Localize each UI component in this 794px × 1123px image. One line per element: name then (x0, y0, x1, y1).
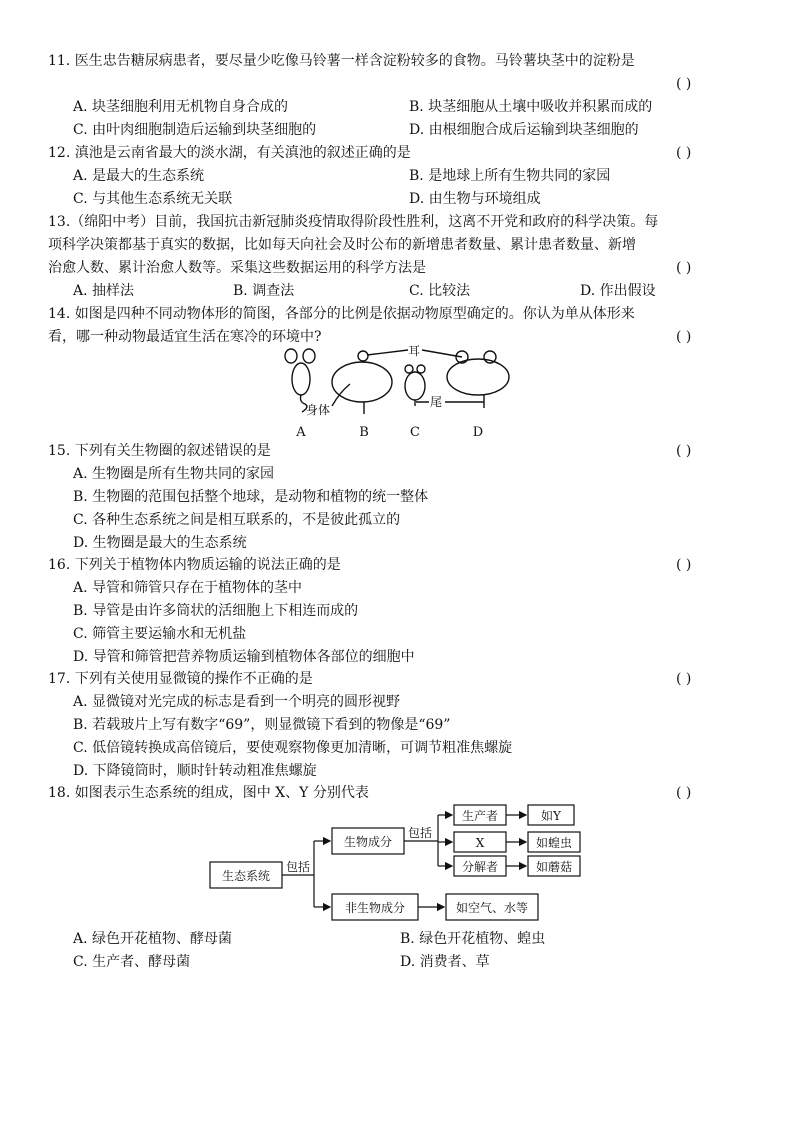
label-c: C (410, 425, 420, 440)
q11-option-c: C. 由叶肉细胞制造后运输到块茎细胞的 (73, 122, 317, 138)
q11-stem: 11. 医生忠告糖尿病患者，要尽量少吃像马铃薯一样含淀粉较多的食物。马铃薯块茎中的淀粉是 (48, 53, 635, 69)
q13-option-d: D. 作出假设 (580, 283, 656, 299)
q18-stem: 18. 如图表示生态系统的组成，图中 X、Y 分别代表 (48, 785, 369, 801)
text-abiotic: 非生物成分 (344, 901, 406, 915)
q18-option-c: C. 生产者、酵母菌 (73, 954, 191, 970)
q17-option-d: D. 下降镜筒时，顺时针转动粗准焦螺旋 (73, 763, 317, 779)
label-body: 身体 (306, 403, 331, 417)
animal-a-body (292, 363, 310, 395)
q12-option-b: B. 是地球上所有生物共同的家园 (409, 168, 611, 184)
q15-stem: 15. 下列有关生物圈的叙述错误的是 (48, 443, 271, 459)
animal-c-ear-left (405, 365, 413, 373)
q16-option-b: B. 导管是由许多筒状的活细胞上下相连而成的 (73, 603, 359, 619)
text-ex-locust: 如蝗虫 (535, 836, 573, 850)
q11-answer-blank[interactable]: ( ) (676, 76, 692, 92)
q15-answer-blank[interactable]: ( ) (676, 443, 692, 459)
q13-option-c: C. 比较法 (409, 283, 471, 299)
text-producer: 生产者 (461, 809, 499, 823)
body-leader-line (332, 384, 350, 406)
animal-b-ear (358, 351, 368, 361)
text-ex-air: 如空气、水等 (455, 901, 529, 915)
q12-option-d: D. 由生物与环境组成 (409, 191, 541, 207)
q16-option-c: C. 筛管主要运输水和无机盐 (73, 626, 247, 642)
label-d: D (472, 425, 484, 440)
text-biotic: 生物成分 (343, 835, 393, 849)
q11-option-b: B. 块茎细胞从土壤中吸收并积累而成的 (409, 99, 653, 115)
q13-stem-line1: 13.（绵阳中考）目前，我国抗击新冠肺炎疫情取得阶段性胜利，这离不开党和政府的科学决策。每 (48, 214, 659, 230)
q18-option-d: D. 消费者、草 (400, 954, 490, 970)
q13-stem-line3: 治愈人数、累计治愈人数等。采集这些数据运用的科学方法是 (48, 260, 426, 276)
q18-option-b: B. 绿色开花植物、蝗虫 (400, 931, 546, 947)
q17-option-c: C. 低倍镜转换成高倍镜后，要使观察物像更加清晰，可调节粗准焦螺旋 (73, 740, 513, 756)
text-ex-mushroom: 如蘑菇 (535, 860, 573, 874)
q18-option-a: A. 绿色开花植物、酵母菌 (73, 931, 233, 947)
q17-answer-blank[interactable]: ( ) (676, 671, 692, 687)
q11-option-d: D. 由根细胞合成后运输到块茎细胞的 (409, 122, 639, 138)
q16-answer-blank[interactable]: ( ) (676, 557, 692, 573)
animal-d-body (447, 359, 509, 395)
label-a: A (296, 425, 306, 440)
q15-option-b: B. 生物圈的范围包括整个地球，是动物和植物的统一整体 (73, 489, 429, 505)
q11-option-a: A. 块茎细胞利用无机物自身合成的 (73, 99, 289, 115)
q15-option-a: A. 生物圈是所有生物共同的家园 (73, 466, 275, 482)
connector-ecosystem (282, 841, 314, 907)
q17-option-b: B. 若载玻片上写有数字“69”，则显微镜下看到的物像是“69” (73, 717, 451, 733)
q17-option-a: A. 显微镜对光完成的标志是看到一个明亮的圆形视野 (73, 694, 401, 710)
q14-answer-blank[interactable]: ( ) (676, 329, 692, 345)
text-include-2: 包括 (407, 826, 433, 840)
label-b: B (359, 425, 369, 440)
animal-a-ear-right (303, 349, 315, 363)
q13-stem-line2: 项科学决策都基于真实的数据，比如每天向社会及时公布的新增患者数量、累计患者数量、新增 (48, 237, 636, 253)
q14-stem-line2: 看，哪一种动物最适宜生活在寒冷的环境中? (48, 329, 322, 345)
q13-option-b: B. 调查法 (233, 283, 295, 299)
animal-a-ear-left (285, 349, 297, 363)
label-tail: 尾 (430, 395, 443, 409)
ecosystem-diagram (208, 800, 588, 925)
text-x: X (475, 836, 485, 850)
animal-b-body (332, 362, 392, 402)
q15-option-c: C. 各种生态系统之间是相互联系的，不是彼此孤立的 (73, 512, 401, 528)
text-decomposer: 分解者 (461, 860, 499, 874)
text-ex-y: 如Y (541, 809, 561, 823)
q13-option-a: A. 抽样法 (73, 283, 135, 299)
text-ecosystem: 生态系统 (221, 869, 271, 883)
q12-stem: 12. 滇池是云南省最大的淡水湖，有关滇池的叙述正确的是 (48, 145, 411, 161)
q14-stem-line1: 14. 如图是四种不同动物体形的简图，各部分的比例是依据动物原型确定的。你认为单从体形来 (48, 306, 635, 322)
q12-option-c: C. 与其他生态系统无关联 (73, 191, 233, 207)
q17-stem: 17. 下列有关使用显微镜的操作不正确的是 (48, 671, 313, 687)
connector-biotic (404, 815, 438, 866)
animal-c-ear-right (417, 365, 425, 373)
q16-stem: 16. 下列关于植物体内物质运输的说法正确的是 (48, 557, 341, 573)
q15-option-d: D. 生物圈是最大的生态系统 (73, 535, 247, 551)
q12-answer-blank[interactable]: ( ) (676, 145, 692, 161)
q18-answer-blank[interactable]: ( ) (676, 785, 692, 801)
q16-option-d: D. 导管和筛管把营养物质运输到植物体各部位的细胞中 (73, 649, 415, 665)
animal-shapes-figure (270, 344, 530, 440)
q13-answer-blank[interactable]: ( ) (676, 260, 692, 276)
q12-option-a: A. 是最大的生态系统 (73, 168, 205, 184)
label-ear: 耳 (408, 344, 421, 358)
text-include-1: 包括 (285, 860, 311, 874)
q16-option-a: A. 导管和筛管只存在于植物体的茎中 (73, 580, 303, 596)
animal-c-body (405, 372, 425, 400)
